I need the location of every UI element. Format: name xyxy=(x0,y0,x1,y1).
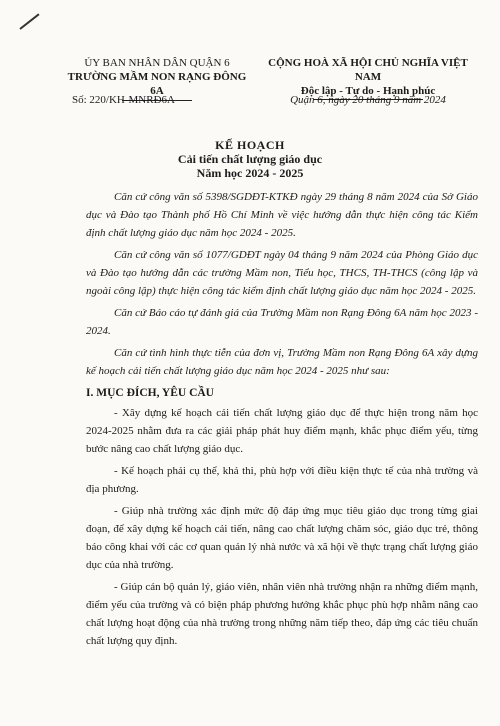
title-main: KẾ HOẠCH xyxy=(215,138,285,152)
preamble-paragraph: Căn cứ công văn số 5398/SGDĐT-KTKĐ ngày 29 tháng 8 năm 2024 của Sở Giáo dục và Đào tạo Thành phố Hồ Chí Minh về việc hướng dẫn thực hiện công tác Kiểm định chất lượng giáo dục năm học 2024 - 2025. xyxy=(86,191,478,239)
national-motto: Độc lập - Tự do - Hạnh phúc xyxy=(300,85,436,97)
issuer-school: TRƯỜNG MẦM NON RẠNG ĐÔNG 6A xyxy=(67,71,247,97)
title-subject: Cải tiến chất lượng giáo dục xyxy=(177,152,323,166)
preamble-paragraph: Căn cứ Báo cáo tự đánh giá của Trường Mầm non Rạng Đông 6A năm học 2023 - 2024. xyxy=(86,307,478,337)
section-paragraph: - Giúp cán bộ quản lý, giáo viên, nhân viên nhà trường nhận ra những điểm mạnh, điểm yếu của trường và có biện pháp phương hướng khắc phục phù hợp nhằm nâng cao chất lượng hoạt động của nhà trường trong những năm tiếp theo, đáp ứng các tiêu chuẩn chất lượng quy định. xyxy=(86,581,478,647)
document-title xyxy=(0,138,500,180)
document-body xyxy=(86,188,478,654)
issuer-authority: ỦY BAN NHÂN DÂN QUẬN 6 xyxy=(84,57,230,69)
document-date: Quận 6, ngày 20 tháng 9 năm 2024 xyxy=(290,94,446,106)
section-heading: I. MỤC ĐÍCH, YÊU CẦU xyxy=(86,387,214,399)
section-paragraph: - Xây dựng kế hoạch cải tiến chất lượng giáo dục để thực hiện trong năm học 2024-2025 nhằm đưa ra các giải pháp phát huy điểm mạnh, khắc phục điểm yếu, từng bước nâng cao chất lượng giáo dục. xyxy=(86,407,478,455)
preamble-paragraph: Căn cứ công văn số 1077/GDĐT ngày 04 tháng 9 năm 2024 của Phòng Giáo dục và Đào tạo hướng dẫn các trường Mầm non, Tiểu học, THCS, TH-THCS (công lập và ngoài công lập) thực hiện công tác kiểm định chất lượng giáo dục năm học 2024 - 2025. xyxy=(86,249,478,297)
section-paragraph: - Giúp nhà trường xác định mức độ đáp ứng mục tiêu giáo dục trong từng giai đoạn, để xây dựng kế hoạch cải tiến, nâng cao chất lượng chăm sóc, giáo dục trẻ, thông báo công khai với các cơ quan quản lý nhà nước và xã hội về thực trạng chất lượng giáo dục của nhà trường. xyxy=(86,505,478,571)
national-title: CỘNG HOÀ XÃ HỘI CHỦ NGHĨA VIỆT NAM xyxy=(268,57,468,83)
preamble-paragraph: Căn cứ tình hình thực tiễn của đơn vị, Trường Mầm non Rạng Đông 6A xây dựng kế hoạch cải tiến chất lượng giáo dục năm học 2024 - 2025 như sau: xyxy=(86,347,478,377)
document-number: Số: 220/KH-MNRĐ6A xyxy=(72,94,175,106)
section-paragraph: - Kế hoạch phải cụ thể, khả thi, phù hợp với điều kiện thực tế của nhà trường và địa phương. xyxy=(86,465,478,495)
pen-mark xyxy=(19,13,39,29)
title-year: Năm học 2024 - 2025 xyxy=(196,166,304,180)
